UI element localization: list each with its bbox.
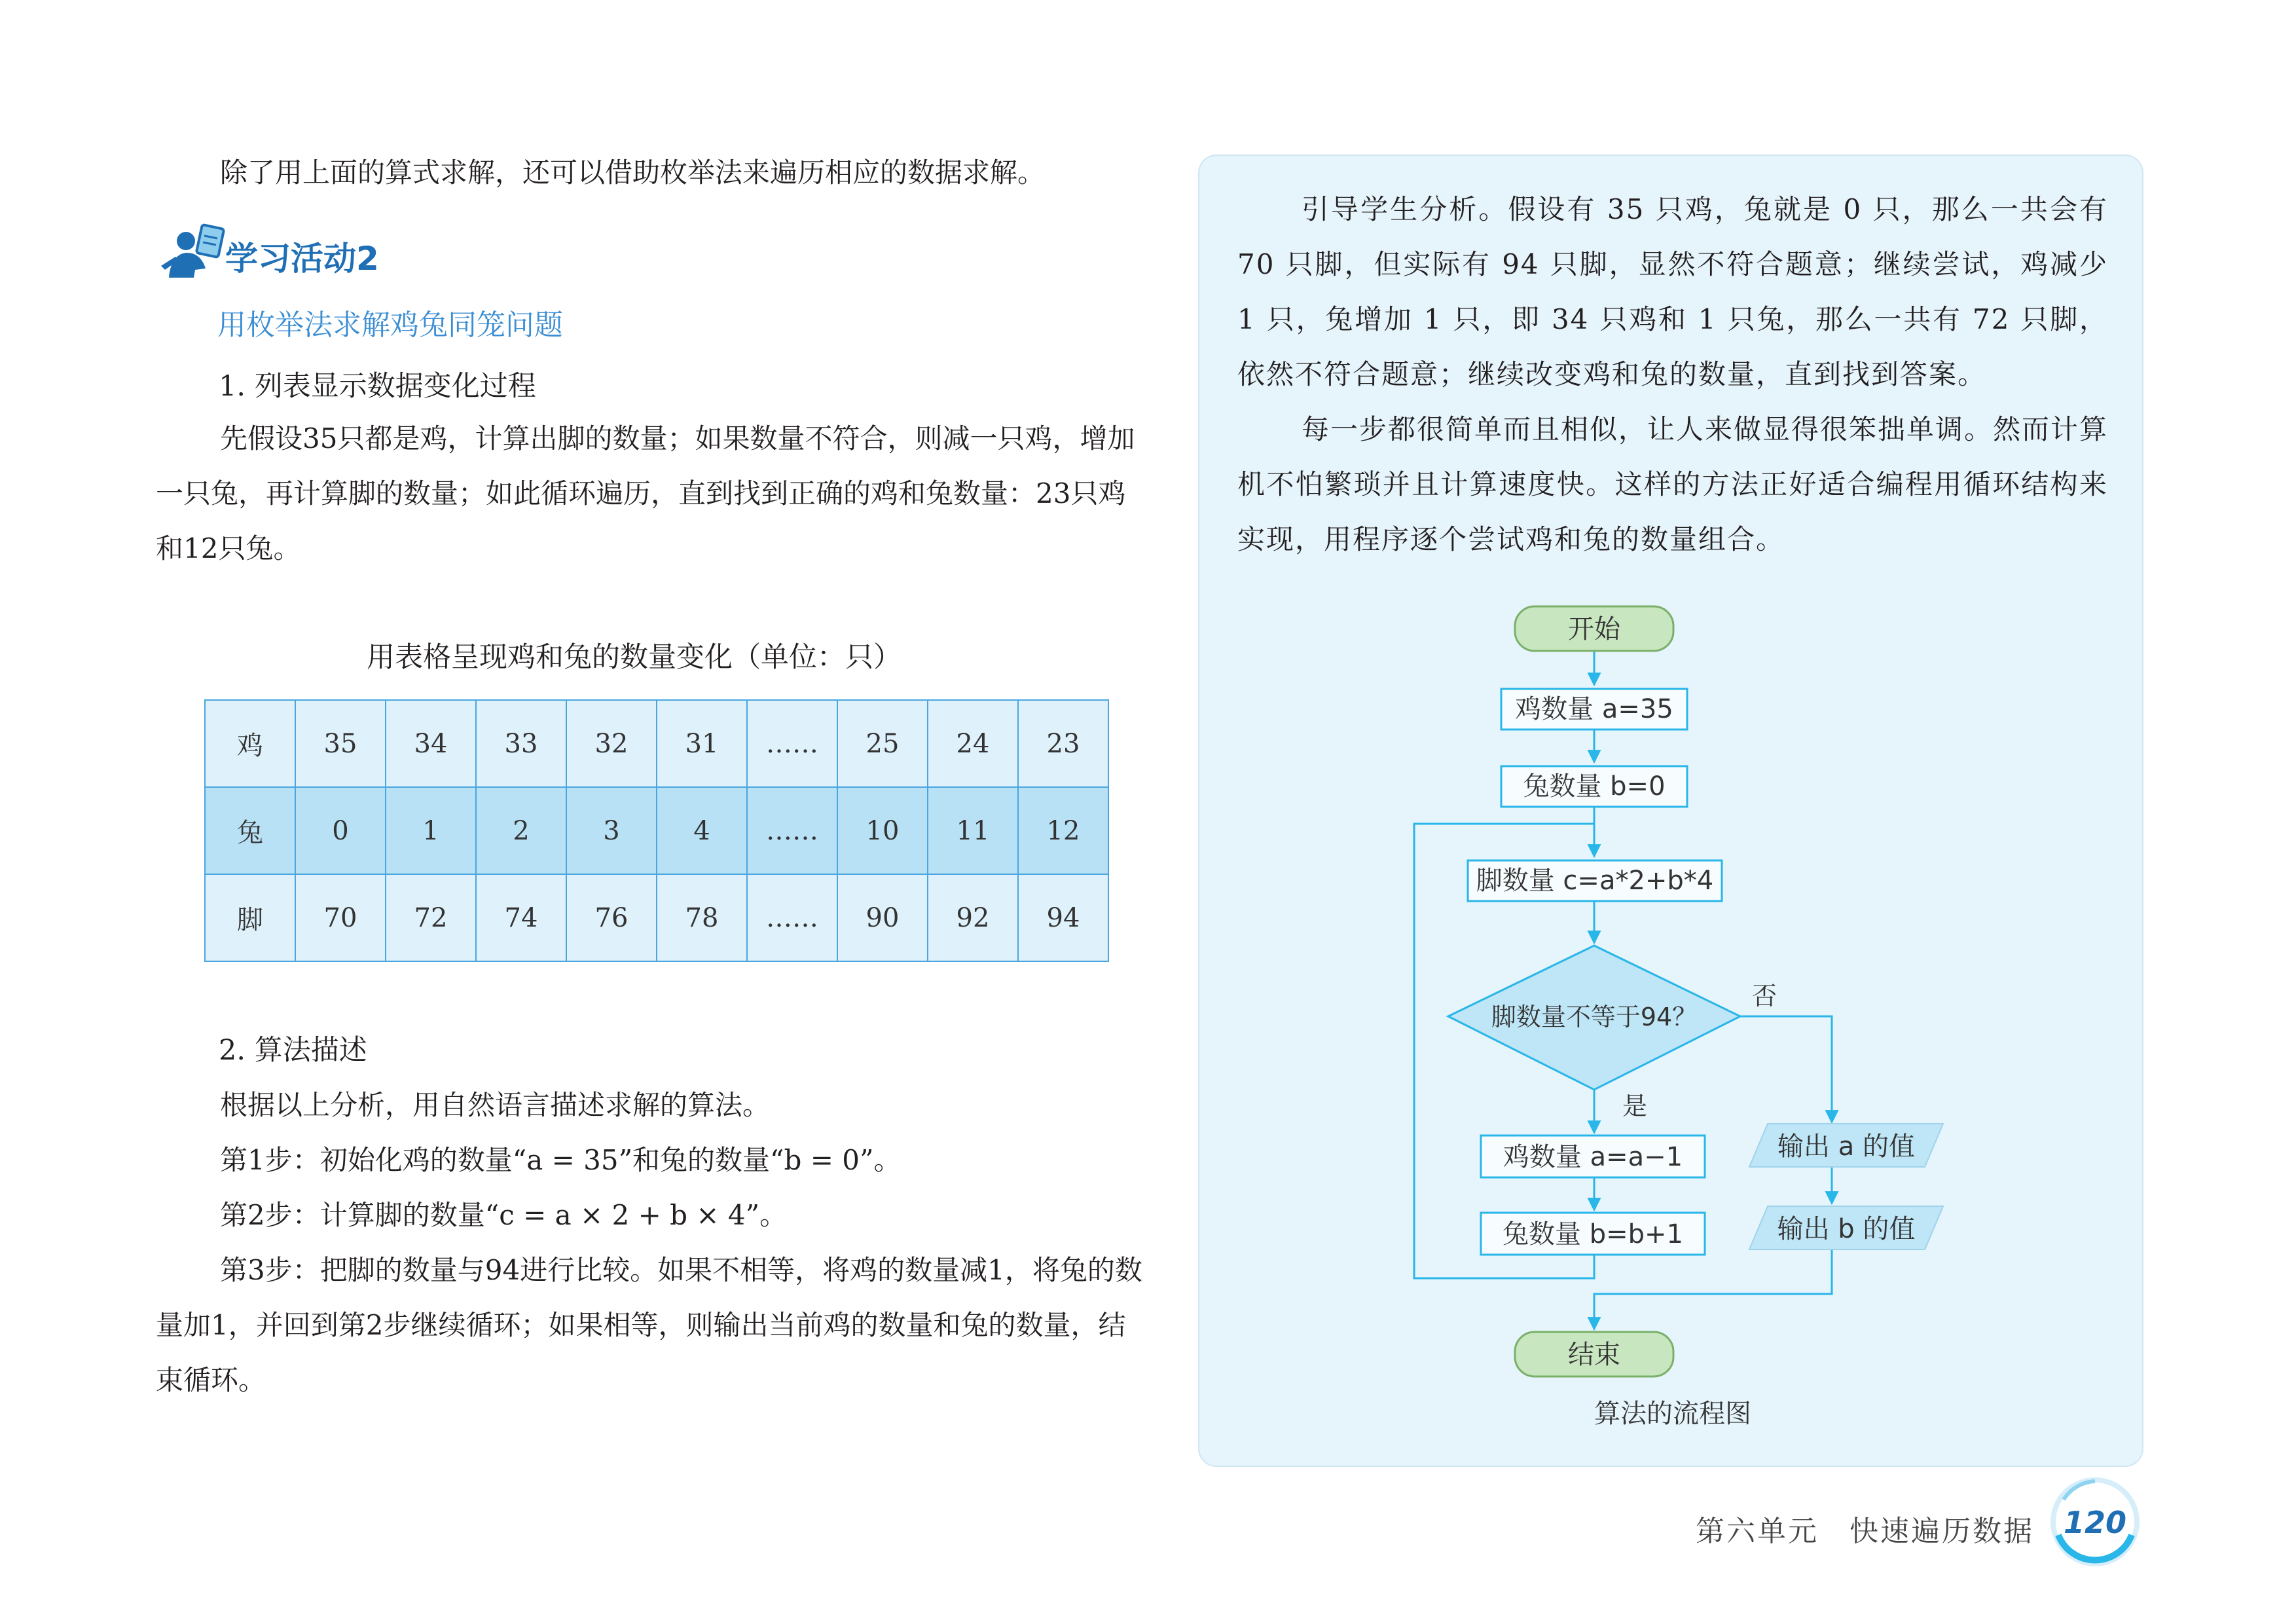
count-table <box>204 699 1109 962</box>
no-label: 否 <box>1752 982 1777 1010</box>
table-cell: 32 <box>566 700 657 787</box>
dec-a-label: 鸡数量 a=a−1 <box>1503 1142 1683 1172</box>
output-a-label: 输出 a 的值 <box>1777 1132 1915 1162</box>
table-cell: 92 <box>928 874 1018 961</box>
table-cell: 25 <box>837 700 928 787</box>
table-cell: 鸡 <box>205 700 295 787</box>
table-cell: 兔 <box>205 787 295 874</box>
step-2: 第2步：计算脚的数量“c = a × 2 + b × 4”。 <box>220 1199 788 1231</box>
table-cell: 4 <box>657 787 747 874</box>
page-number: 120 <box>2063 1505 2127 1540</box>
table-row-chicken <box>205 700 1108 787</box>
table-cell: 脚 <box>205 874 295 961</box>
section1-text: 先假设35只都是鸡，计算出脚的数量；如果数量不符合，则减一只鸡，增加一只兔，再计算脚的数量；如此循环遍历，直到找到正确的鸡和兔数量：23只鸡和12只兔。 <box>156 422 1135 564</box>
activity-subtitle: 用枚举法求解鸡兔同笼问题 <box>217 308 563 342</box>
step-3: 第3步：把脚的数量与94进行比较。如果不相等，将鸡的数量减1，将兔的数量加1，并回到第2步继续循环；如果相等，则输出当前鸡的数量和兔的数量，结束循环。 <box>156 1254 1142 1396</box>
flowchart-caption: 算法的流程图 <box>1594 1399 1751 1429</box>
table-row-feet <box>205 874 1108 961</box>
activity-title: 学习活动2 <box>225 240 379 278</box>
table-cell: 24 <box>928 700 1018 787</box>
table-cell: …… <box>747 700 837 787</box>
student-activity-icon <box>156 223 228 278</box>
end-label: 结束 <box>1568 1340 1620 1370</box>
table-cell: 11 <box>928 787 1018 874</box>
table-cell: 70 <box>295 874 386 961</box>
start-label: 开始 <box>1568 614 1620 644</box>
step-intro: 根据以上分析，用自然语言描述求解的算法。 <box>220 1089 771 1121</box>
calc-label: 脚数量 c=a*2+b*4 <box>1476 866 1714 896</box>
table-cell: 31 <box>657 700 747 787</box>
section1-heading: 1. 列表显示数据变化过程 <box>219 370 536 403</box>
section2-heading: 2. 算法描述 <box>219 1034 367 1067</box>
yes-label: 是 <box>1622 1092 1648 1120</box>
decision-label: 脚数量不等于94？ <box>1491 1003 1698 1031</box>
end-arrow <box>1594 1249 1832 1329</box>
table-cell: 12 <box>1018 787 1108 874</box>
init-a-label: 鸡数量 a=35 <box>1515 694 1673 724</box>
note-paragraph-2: 每一步都很简单而且相似，让人来做显得很笨拙单调。然而计算机不怕繁琐并且计算速度快。这样的方法正好适合编程用循环结构来实现，用程序逐个尝试鸡和兔的数量组合。 <box>1237 413 2109 555</box>
table-cell: 33 <box>476 700 566 787</box>
inc-b-label: 兔数量 b=b+1 <box>1503 1219 1683 1249</box>
table-cell: 23 <box>1018 700 1108 787</box>
step-1: 第1步：初始化鸡的数量“a = 35”和兔的数量“b = 0”。 <box>220 1144 902 1176</box>
table-cell: 72 <box>386 874 476 961</box>
table-cell: 35 <box>295 700 386 787</box>
no-branch-arrow <box>1740 1016 1832 1122</box>
intro-paragraph: 除了用上面的算式求解，还可以借助枚举法来遍历相应的数据求解。 <box>220 157 1046 189</box>
algorithm-flowchart <box>1198 155 2141 1464</box>
note-paragraph-1: 引导学生分析。假设有 35 只鸡，兔就是 0 只，那么一共会有 70 只脚，但实际有 94 只脚，显然不符合题意；继续尝试，鸡减少 1 只，兔增加 1 只，即 34 只鸡和 1 只兔，那么一共有 72 只脚，依然不符合题意；继续改变鸡和兔的数量，直到找到答案。 <box>1237 193 2108 390</box>
algorithm-steps <box>156 1078 1152 1408</box>
table-cell: 94 <box>1018 874 1108 961</box>
table-cell: 74 <box>476 874 566 961</box>
unit-footer: 第六单元 快速遍历数据 <box>1696 1515 2034 1548</box>
table-cell: 0 <box>295 787 386 874</box>
table-cell: 10 <box>837 787 928 874</box>
output-b-label: 输出 b 的值 <box>1777 1214 1916 1244</box>
table-cell: …… <box>747 874 837 961</box>
table-caption: 用表格呈现鸡和兔的数量变化（单位：只） <box>367 641 902 674</box>
table-cell: 76 <box>566 874 657 961</box>
table-cell: 34 <box>386 700 476 787</box>
table-cell: 2 <box>476 787 566 874</box>
table-cell: …… <box>747 787 837 874</box>
table-row-rabbit <box>205 787 1108 874</box>
table-cell: 1 <box>386 787 476 874</box>
table-cell: 78 <box>657 874 747 961</box>
table-cell: 90 <box>837 874 928 961</box>
table-cell: 3 <box>566 787 657 874</box>
init-b-label: 兔数量 b=0 <box>1523 771 1666 802</box>
